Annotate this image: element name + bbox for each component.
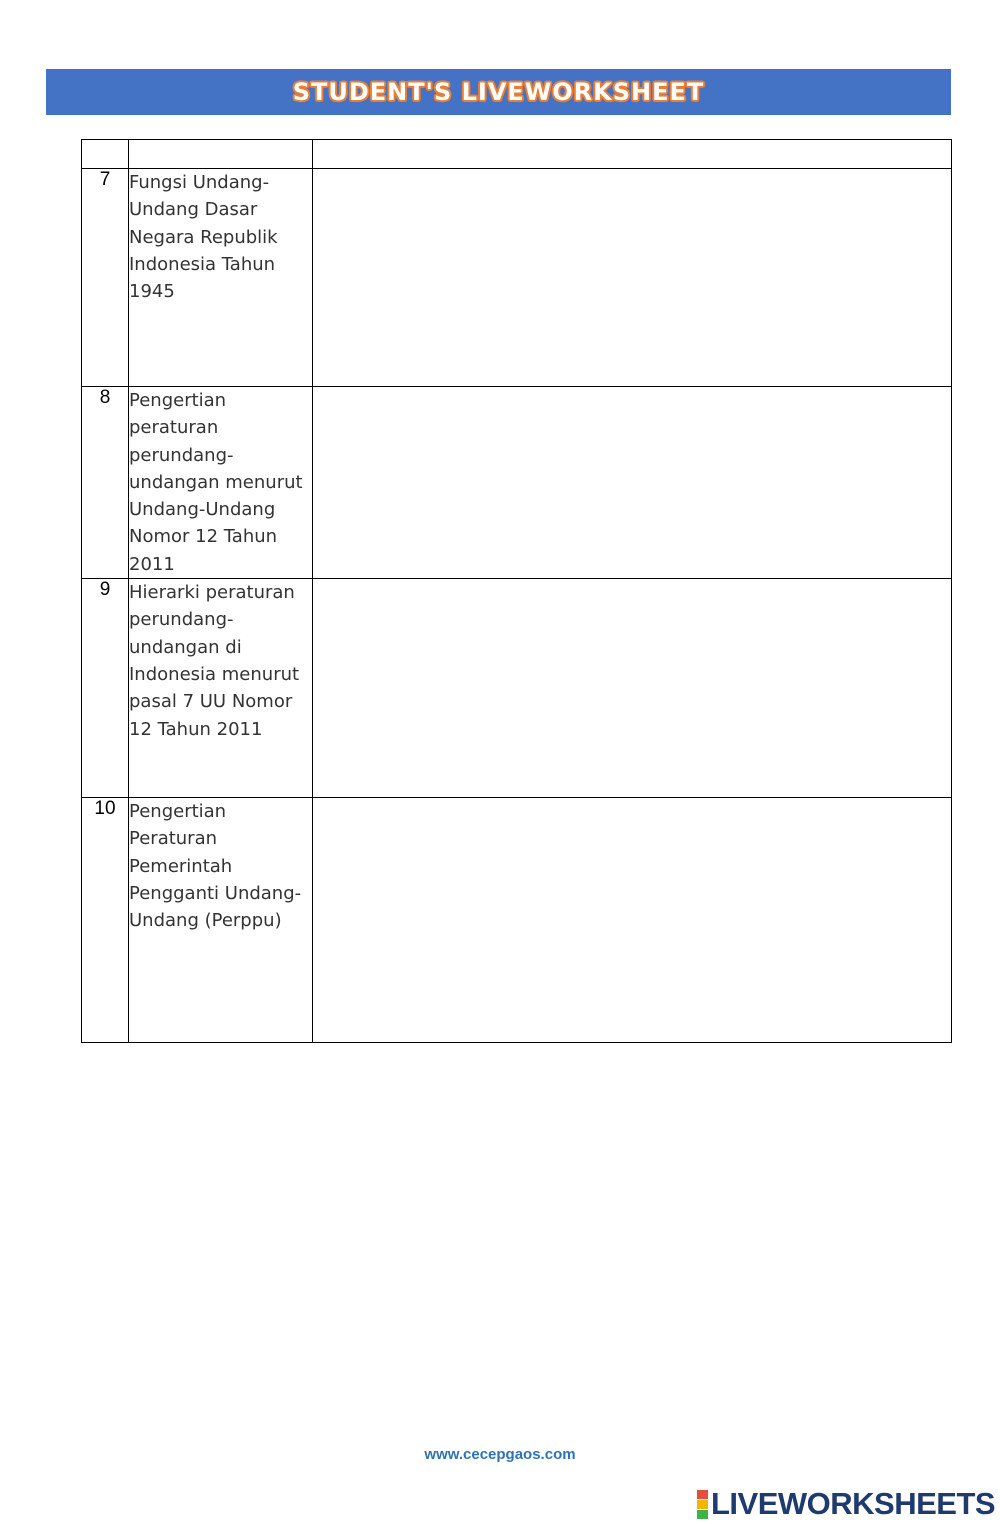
table-header-row [82,140,952,169]
row-topic: Hierarki peraturan perundang-undangan di Indonesia menurut pasal 7 UU Nomor 12 Tahun 2011 [129,579,313,798]
table-row [82,169,952,387]
row-number: 7 [82,169,129,387]
table-row [82,387,952,579]
liveworksheets-logo-text: LIVEWORKSHEETS [711,1486,996,1521]
logo-square-red [697,1490,708,1499]
row-number: 9 [82,579,129,798]
row-topic: Pengertian peraturan perundang-undangan menurut Undang-Undang Nomor 12 Tahun 2011 [129,387,313,579]
banner-title: STUDENT'S LIVEWORKSHEET [292,78,705,106]
table-row [82,798,952,1043]
logo-square-green [697,1510,708,1519]
row-number: 8 [82,387,129,579]
worksheet-table [81,139,952,1043]
row-topic: Pengertian Peraturan Pemerintah Pengganti Undang-Undang (Perppu) [129,798,313,1043]
header-cell-number [82,140,129,169]
row-number: 10 [82,798,129,1043]
footer-url[interactable]: www.cecepgaos.com [424,1446,576,1463]
header-cell-topic [129,140,313,169]
liveworksheets-logo-icon [697,1490,708,1519]
worksheet-banner [46,69,951,115]
row-topic: Fungsi Undang-Undang Dasar Negara Republik Indonesia Tahun 1945 [129,169,313,387]
header-cell-answer [313,140,952,169]
logo-square-yellow [697,1500,708,1509]
table-row [82,579,952,798]
answer-cell[interactable] [313,387,952,579]
liveworksheets-logo[interactable] [697,1488,995,1520]
answer-cell[interactable] [313,798,952,1043]
answer-cell[interactable] [313,579,952,798]
answer-cell[interactable] [313,169,952,387]
